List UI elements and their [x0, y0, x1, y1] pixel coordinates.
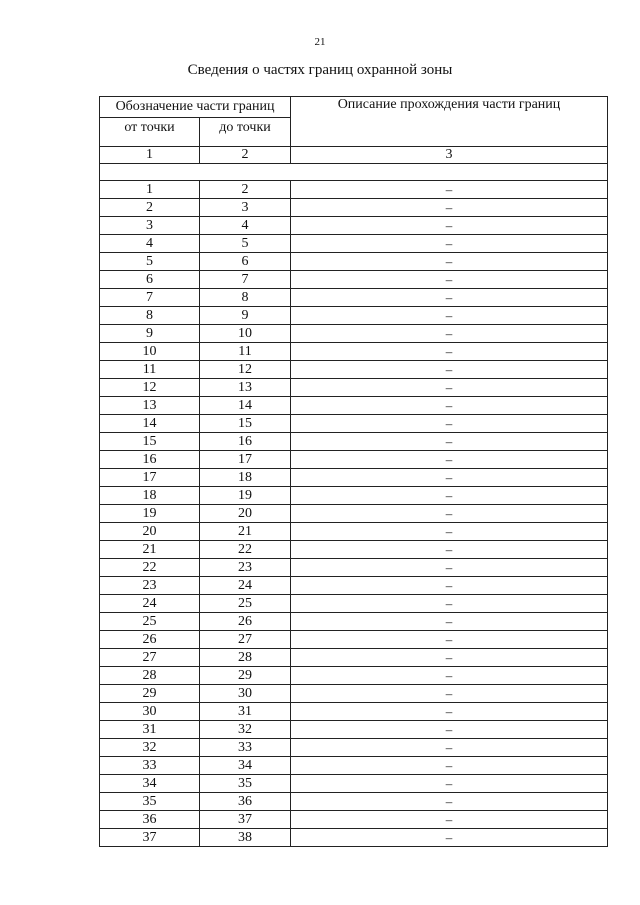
table-row — [100, 361, 608, 379]
from-point-cell: 17 — [100, 469, 200, 487]
description-cell: – — [291, 667, 608, 685]
table-row — [100, 343, 608, 361]
table-row — [100, 775, 608, 793]
to-point-cell: 10 — [200, 325, 291, 343]
table-row — [100, 199, 608, 217]
description-cell: – — [291, 649, 608, 667]
from-point-cell: 8 — [100, 307, 200, 325]
description-cell: – — [291, 541, 608, 559]
description-cell: – — [291, 505, 608, 523]
to-point-cell: 32 — [200, 721, 291, 739]
from-point-cell: 33 — [100, 757, 200, 775]
to-point-cell: 12 — [200, 361, 291, 379]
from-point-cell: 9 — [100, 325, 200, 343]
table-row — [100, 811, 608, 829]
table-row — [100, 577, 608, 595]
description-cell: – — [291, 199, 608, 217]
from-point-cell: 20 — [100, 523, 200, 541]
description-cell: – — [291, 829, 608, 847]
from-point-cell: 11 — [100, 361, 200, 379]
to-point-cell: 31 — [200, 703, 291, 721]
description-cell: – — [291, 397, 608, 415]
table-row — [100, 181, 608, 199]
table-row — [100, 271, 608, 289]
to-point-cell: 7 — [200, 271, 291, 289]
description-header: Описание прохождения части границ — [291, 97, 608, 147]
to-point-cell: 30 — [200, 685, 291, 703]
from-point-cell: 29 — [100, 685, 200, 703]
description-cell: – — [291, 811, 608, 829]
table-row — [100, 739, 608, 757]
description-cell: – — [291, 451, 608, 469]
table-row — [100, 217, 608, 235]
description-cell: – — [291, 253, 608, 271]
description-cell: – — [291, 577, 608, 595]
description-cell: – — [291, 523, 608, 541]
description-cell: – — [291, 307, 608, 325]
from-point-cell: 12 — [100, 379, 200, 397]
table-row — [100, 523, 608, 541]
description-cell: – — [291, 721, 608, 739]
description-cell: – — [291, 361, 608, 379]
table-row — [100, 433, 608, 451]
description-cell: – — [291, 739, 608, 757]
to-point-cell: 18 — [200, 469, 291, 487]
from-point-cell: 13 — [100, 397, 200, 415]
to-point-cell: 22 — [200, 541, 291, 559]
to-point-cell: 2 — [200, 181, 291, 199]
description-cell: – — [291, 613, 608, 631]
to-point-cell: 38 — [200, 829, 291, 847]
from-point-cell: 35 — [100, 793, 200, 811]
from-point-cell: 34 — [100, 775, 200, 793]
from-point-cell: 10 — [100, 343, 200, 361]
from-point-cell: 2 — [100, 199, 200, 217]
column-number-row — [100, 147, 608, 164]
to-point-header: до точки — [200, 118, 291, 147]
to-point-cell: 36 — [200, 793, 291, 811]
to-point-cell: 21 — [200, 523, 291, 541]
to-point-cell: 19 — [200, 487, 291, 505]
description-cell: – — [291, 487, 608, 505]
to-point-cell: 17 — [200, 451, 291, 469]
from-point-cell: 24 — [100, 595, 200, 613]
to-point-cell: 35 — [200, 775, 291, 793]
to-point-cell: 29 — [200, 667, 291, 685]
table-row — [100, 469, 608, 487]
table-row — [100, 253, 608, 271]
table-row — [100, 379, 608, 397]
table-row — [100, 649, 608, 667]
description-cell: – — [291, 217, 608, 235]
page-number: 21 — [314, 36, 326, 48]
table-row — [100, 505, 608, 523]
description-cell: – — [291, 415, 608, 433]
table-row — [100, 307, 608, 325]
from-point-cell: 32 — [100, 739, 200, 757]
from-point-cell: 5 — [100, 253, 200, 271]
from-point-cell: 28 — [100, 667, 200, 685]
to-point-cell: 37 — [200, 811, 291, 829]
table-row — [100, 289, 608, 307]
to-point-cell: 23 — [200, 559, 291, 577]
to-point-cell: 26 — [200, 613, 291, 631]
from-point-header: от точки — [100, 118, 200, 147]
from-point-cell: 3 — [100, 217, 200, 235]
table-row — [100, 451, 608, 469]
table-row — [100, 595, 608, 613]
table-row — [100, 397, 608, 415]
from-point-cell: 21 — [100, 541, 200, 559]
table-row — [100, 703, 608, 721]
to-point-cell: 14 — [200, 397, 291, 415]
to-point-cell: 8 — [200, 289, 291, 307]
from-point-cell: 14 — [100, 415, 200, 433]
table-row — [100, 541, 608, 559]
table-body — [100, 147, 608, 847]
to-point-cell: 27 — [200, 631, 291, 649]
to-point-cell: 9 — [200, 307, 291, 325]
table-header — [100, 97, 608, 147]
table-row — [100, 415, 608, 433]
description-cell: – — [291, 289, 608, 307]
from-point-cell: 36 — [100, 811, 200, 829]
description-cell: – — [291, 325, 608, 343]
description-cell: – — [291, 235, 608, 253]
from-point-cell: 16 — [100, 451, 200, 469]
to-point-cell: 13 — [200, 379, 291, 397]
table-row — [100, 667, 608, 685]
from-point-cell: 25 — [100, 613, 200, 631]
description-cell: – — [291, 775, 608, 793]
to-point-cell: 4 — [200, 217, 291, 235]
table-row — [100, 487, 608, 505]
to-point-cell: 15 — [200, 415, 291, 433]
description-cell: – — [291, 703, 608, 721]
description-cell: – — [291, 271, 608, 289]
from-point-cell: 27 — [100, 649, 200, 667]
to-point-cell: 28 — [200, 649, 291, 667]
group-header: Обозначение части границ — [100, 97, 291, 118]
from-point-cell: 22 — [100, 559, 200, 577]
description-cell: – — [291, 343, 608, 361]
from-point-cell: 30 — [100, 703, 200, 721]
description-cell: – — [291, 685, 608, 703]
from-point-cell: 26 — [100, 631, 200, 649]
description-cell: – — [291, 469, 608, 487]
column-number: 3 — [291, 147, 608, 164]
from-point-cell: 1 — [100, 181, 200, 199]
to-point-cell: 3 — [200, 199, 291, 217]
from-point-cell: 18 — [100, 487, 200, 505]
to-point-cell: 34 — [200, 757, 291, 775]
to-point-cell: 5 — [200, 235, 291, 253]
table-row — [100, 325, 608, 343]
description-cell: – — [291, 631, 608, 649]
from-point-cell: 23 — [100, 577, 200, 595]
from-point-cell: 7 — [100, 289, 200, 307]
document-title: Сведения о частях границ охранной зоны — [187, 62, 453, 78]
table-row — [100, 685, 608, 703]
to-point-cell: 16 — [200, 433, 291, 451]
blank-row — [100, 164, 608, 181]
description-cell: – — [291, 559, 608, 577]
to-point-cell: 33 — [200, 739, 291, 757]
description-cell: – — [291, 793, 608, 811]
table-row — [100, 721, 608, 739]
table-row — [100, 757, 608, 775]
to-point-cell: 25 — [200, 595, 291, 613]
description-cell: – — [291, 181, 608, 199]
table-row — [100, 631, 608, 649]
description-cell: – — [291, 757, 608, 775]
to-point-cell: 20 — [200, 505, 291, 523]
description-cell: – — [291, 379, 608, 397]
blank-cell — [100, 164, 608, 181]
from-point-cell: 37 — [100, 829, 200, 847]
to-point-cell: 24 — [200, 577, 291, 595]
from-point-cell: 6 — [100, 271, 200, 289]
table-row — [100, 559, 608, 577]
table-row — [100, 829, 608, 847]
from-point-cell: 31 — [100, 721, 200, 739]
to-point-cell: 6 — [200, 253, 291, 271]
table-row — [100, 613, 608, 631]
boundary-parts-table — [99, 96, 608, 847]
from-point-cell: 15 — [100, 433, 200, 451]
from-point-cell: 4 — [100, 235, 200, 253]
description-cell: – — [291, 595, 608, 613]
table-row — [100, 793, 608, 811]
description-cell: – — [291, 433, 608, 451]
column-number: 2 — [200, 147, 291, 164]
to-point-cell: 11 — [200, 343, 291, 361]
column-number: 1 — [100, 147, 200, 164]
table-row — [100, 235, 608, 253]
from-point-cell: 19 — [100, 505, 200, 523]
